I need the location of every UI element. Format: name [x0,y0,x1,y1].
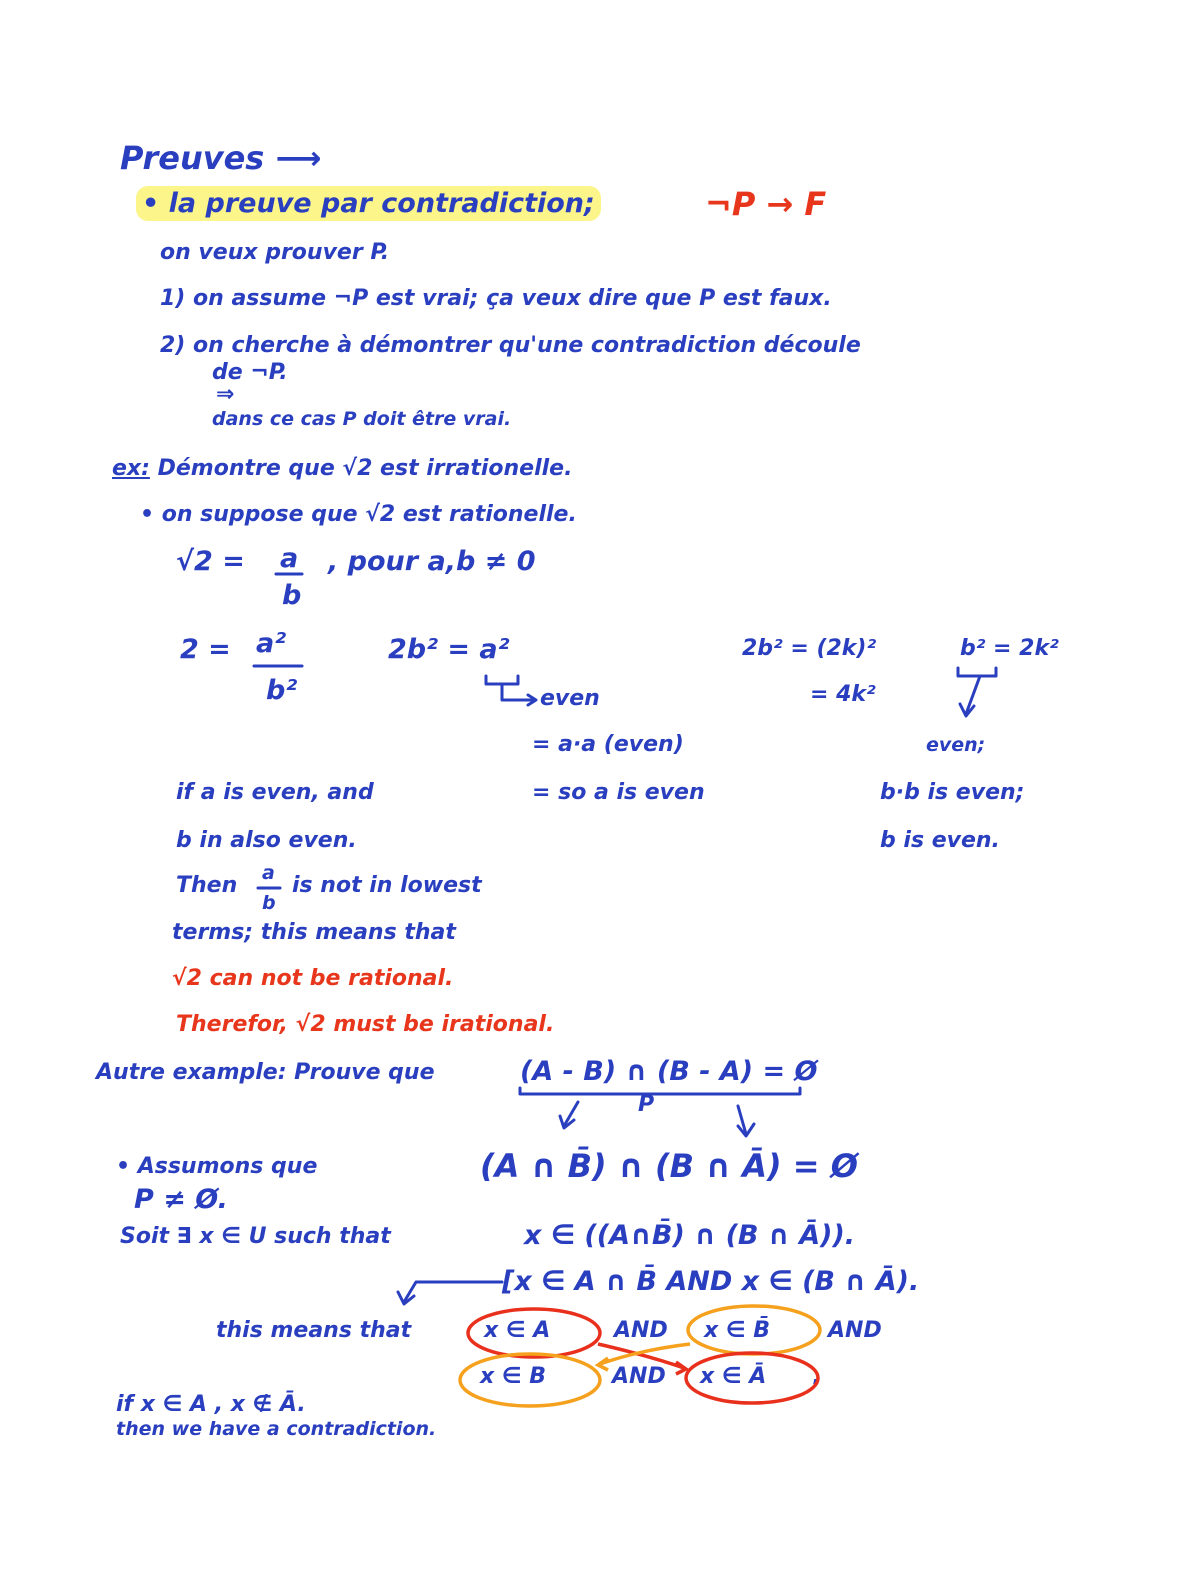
set-expression-2: (A ∩ B̄) ∩ (B ∩ Ā) = Ø [480,1147,858,1185]
soit-expression: x ∈ ((A∩B̄) ∩ (B ∩ Ā)). [524,1220,856,1251]
eq2-denominator: b² [266,675,298,706]
eq1-condition: , pour a,b ≠ 0 [328,546,536,577]
even-label: even [540,686,600,711]
contradiction-formula: ¬P → F [705,185,827,223]
assume-line: • Assumons que [116,1154,318,1179]
bb-even: b·b is even; [880,780,1025,805]
circle-x-in-b [460,1354,600,1406]
step-2-continued: de ¬P. [212,360,288,385]
eq2-numerator: a² [256,628,287,659]
second-example-title: Autre example: Prouve que [96,1060,435,1085]
set-expression: (A - B) ∩ (B - A) = Ø [520,1056,818,1087]
step-2: 2) on cherche à démontrer qu'une contradiction découle [160,333,861,358]
page-title: Preuves ⟶ [120,139,322,177]
eq3: 2b² = a² [388,634,510,665]
b-even-label: even; [926,734,986,756]
and-1: AND [614,1318,668,1343]
step-1: 1) on assume ¬P est vrai; ça veux dire que P est faux. [160,286,832,311]
even-arrow-stem [502,684,534,700]
therefore-irrational: Therefor, √2 must be irational. [176,1012,555,1037]
then-line: then we have a contradiction. [116,1418,437,1440]
lowest-terms: is not in lowest [292,873,482,898]
means-that: this means that [216,1318,412,1343]
frac-a: a [262,862,275,884]
if-a-even: if a is even, and [176,780,374,805]
example-label: ex: [112,456,150,481]
and-3: AND [612,1364,666,1389]
conclusion-line: dans ce cas P doit être vrai. [212,408,512,430]
left-bracket-arrow [404,1282,502,1302]
p-underbrace [520,1088,800,1094]
example-statement: Démontre que √2 est irrationelle. [157,456,573,481]
if-line: if x ∈ A , x ∉ Ā. [116,1392,306,1417]
a-times-a: = a·a (even) [532,732,684,757]
b-is-even: b is even. [880,828,1000,853]
x-in-b: x ∈ B [480,1364,546,1389]
then-word: Then [176,873,238,898]
terms-line: terms; this means that [172,920,456,945]
circle-x-in-a [468,1309,600,1357]
implies-symbol: ⇒ [216,382,235,407]
b-eq2: = 4k² [810,682,876,707]
highlighted-heading: • la preuve par contradiction; [136,186,601,221]
cannot-be-rational: √2 can not be rational. [172,966,454,991]
x-in-a-bar: x ∈ Ā [700,1364,767,1389]
circle-x-in-b-bar [688,1306,820,1354]
suppose-line: • on suppose que √2 est rationelle. [140,502,577,527]
and-2: AND [828,1318,882,1343]
circle-x-in-a-bar [686,1353,818,1403]
frac-b: b [262,892,276,914]
soit-line: Soit ∃ x ∈ U such that [120,1224,391,1249]
b-eq1: 2b² = (2k)² [742,636,877,661]
period: . [812,1360,823,1391]
eq2-lhs: 2 = [180,634,231,665]
so-a-even: = so a is even [532,780,705,805]
p-label: P [638,1092,655,1117]
b-also-even: b in also even. [176,828,357,853]
eq1-lhs: √2 = [176,546,245,577]
x-in-a: x ∈ A [484,1318,551,1343]
bracket-expression: [x ∈ A ∩ B̄ AND x ∈ (B ∩ Ā). [502,1266,920,1297]
bracket-b-squared [958,668,996,676]
x-in-b-bar: x ∈ B̄ [704,1318,770,1343]
p-not-empty: P ≠ Ø. [134,1184,228,1215]
eq1-denominator: b [282,580,302,611]
b-eq3: b² = 2k² [960,636,1059,661]
goal-line: on veux prouver P. [160,240,390,265]
eq1-numerator: a [280,543,299,574]
